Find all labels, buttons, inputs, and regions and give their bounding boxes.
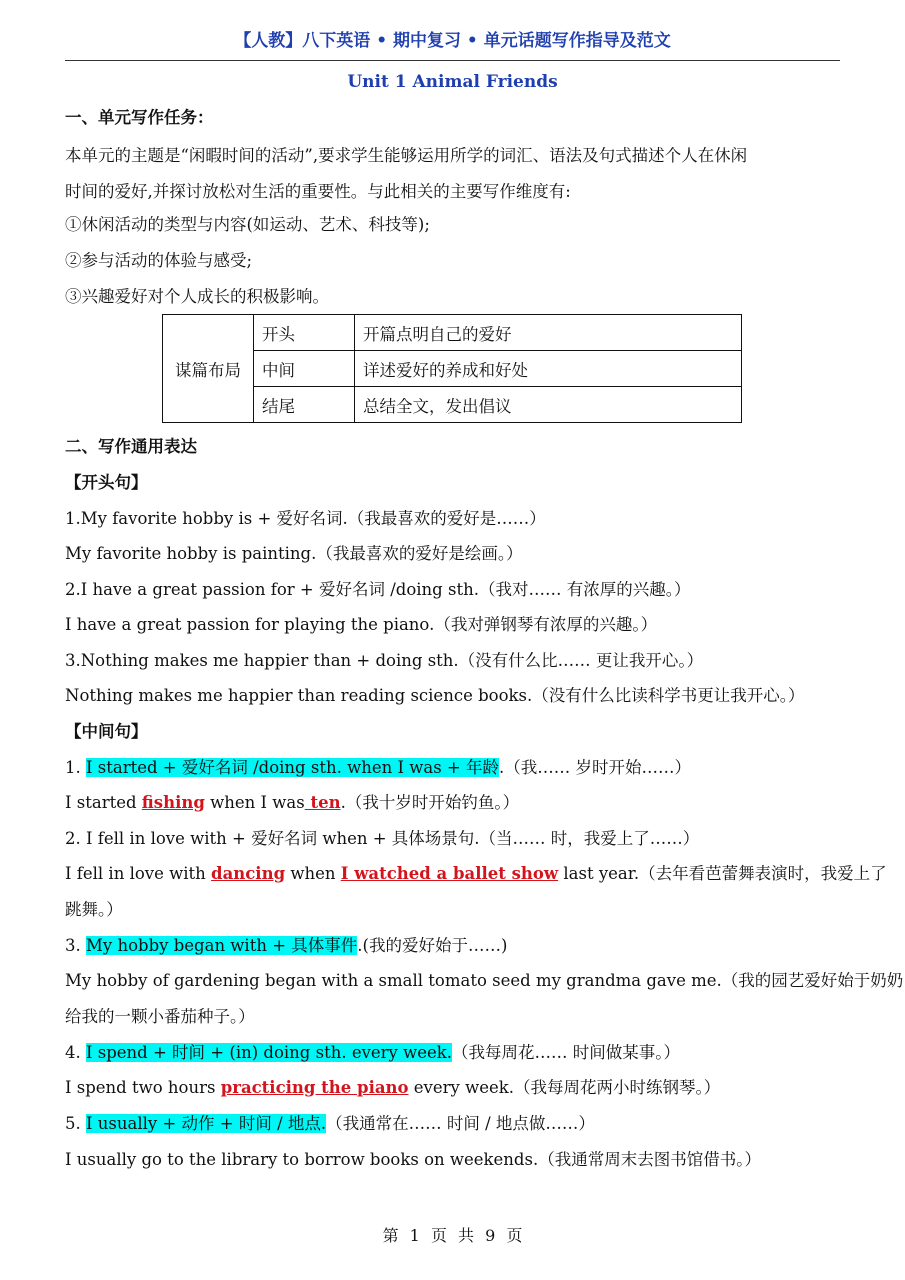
keyword-ten: ten [304, 793, 341, 812]
example-text: I started [65, 793, 142, 812]
opening-pattern-3: 3.Nothing makes me happier than + doing sth.（没有什么比…… 更让我开心。） [65, 651, 704, 670]
dimension-item: ③兴趣爱好对个人成长的积极影响。 [65, 287, 329, 306]
intro-line-2: 时间的爱好,并探讨放松对生活的重要性。与此相关的主要写作维度有: [65, 182, 571, 201]
section1-heading: 一、单元写作任务： [65, 108, 214, 127]
highlighted-pattern: My hobby began with + 具体事件 [86, 936, 358, 955]
pattern-note: （我通常在…… 时间 / 地点做……） [326, 1114, 595, 1133]
middle-example-2 [65, 863, 887, 885]
highlighted-pattern: I usually + 动作 + 时间 / 地点. [86, 1114, 327, 1133]
unit-title: Unit 1 Animal Friends [347, 72, 558, 92]
middle-pattern-1 [65, 757, 691, 779]
middle-example-2-cont: 跳舞。） [65, 900, 123, 919]
layout-desc: 总结全文，发出倡议 [355, 387, 742, 423]
layout-part: 开头 [254, 315, 355, 351]
opening-pattern-2: 2.I have a great passion for + 爱好名词 /doing sth.（我对…… 有浓厚的兴趣。） [65, 580, 691, 599]
example-text: when I was [204, 793, 305, 812]
keyword-ballet-show: I watched a ballet show [340, 864, 559, 883]
middle-heading: 【中间句】 [65, 722, 148, 741]
page-header: 【人教】八下英语 • 期中复习 • 单元话题写作指导及范文 [234, 31, 671, 51]
middle-example-3-cont: 给我的一颗小番茄种子。） [65, 1007, 255, 1026]
example-text: every week.（我每周花两小时练钢琴。） [408, 1078, 721, 1097]
middle-example-1 [65, 792, 519, 814]
opening-example-1: My favorite hobby is painting.（我最喜欢的爱好是绘画。） [65, 544, 523, 563]
middle-pattern-4 [65, 1042, 680, 1064]
page-footer: 第 1 页 共 9 页 [382, 1226, 523, 1245]
layout-part: 中间 [254, 351, 355, 387]
header-divider [65, 60, 840, 61]
opening-example-2: I have a great passion for playing the piano.（我对弹钢琴有浓厚的兴趣。） [65, 615, 658, 634]
middle-pattern-5 [65, 1113, 595, 1135]
pattern-number: 4. [65, 1043, 86, 1062]
keyword-dancing: dancing [211, 864, 286, 883]
opening-pattern-1: 1.My favorite hobby is + 爱好名词.（我最喜欢的爱好是……） [65, 509, 546, 528]
dimension-item: ①休闲活动的类型与内容(如运动、艺术、科技等); [65, 215, 430, 234]
intro-line-1: 本单元的主题是“闲暇时间的活动”,要求学生能够运用所学的词汇、语法及句式描述个人在休闲 [65, 146, 748, 165]
pattern-number: 3. [65, 936, 86, 955]
opening-heading: 【开头句】 [65, 473, 148, 492]
layout-label: 谋篇布局 [163, 315, 254, 423]
layout-table [162, 314, 742, 423]
highlighted-pattern: I spend + 时间 + (in) doing sth. every week. [86, 1043, 453, 1062]
middle-pattern-2: 2. I fell in love with + 爱好名词 when + 具体场景句.（当…… 时，我爱上了……） [65, 829, 700, 848]
middle-pattern-3 [65, 935, 507, 957]
layout-desc: 开篇点明自己的爱好 [355, 315, 742, 351]
keyword-practicing-piano: practicing the piano [220, 1078, 409, 1097]
layout-part: 结尾 [254, 387, 355, 423]
middle-example-3: My hobby of gardening began with a small tomato seed my grandma gave me.（我的园艺爱好始于奶奶 [65, 971, 904, 990]
dimension-item: ②参与活动的体验与感受; [65, 251, 253, 270]
pattern-note: （我每周花…… 时间做某事。） [452, 1043, 681, 1062]
keyword-fishing: fishing [141, 793, 205, 812]
middle-example-4 [65, 1077, 720, 1099]
highlighted-pattern: I started + 爱好名词 /doing sth. when I was + 年龄 [86, 758, 499, 777]
opening-example-3: Nothing makes me happier than reading science books.（没有什么比读科学书更让我开心。） [65, 686, 805, 705]
pattern-number: 5. [65, 1114, 86, 1133]
example-text: last year.（去年看芭蕾舞表演时，我爱上了 [558, 864, 887, 883]
pattern-number: 1. [65, 758, 86, 777]
example-text: I spend two hours [65, 1078, 221, 1097]
pattern-note: .（我…… 岁时开始……） [498, 758, 691, 777]
pattern-note: .(我的爱好始于……) [357, 936, 508, 955]
example-text: when [285, 864, 341, 883]
example-text: .（我十岁时开始钓鱼。） [340, 793, 520, 812]
middle-example-5: I usually go to the library to borrow books on weekends.（我通常周末去图书馆借书。） [65, 1150, 761, 1169]
section2-heading: 二、写作通用表达 [65, 437, 197, 456]
example-text: I fell in love with [65, 864, 212, 883]
layout-desc: 详述爱好的养成和好处 [355, 351, 742, 387]
